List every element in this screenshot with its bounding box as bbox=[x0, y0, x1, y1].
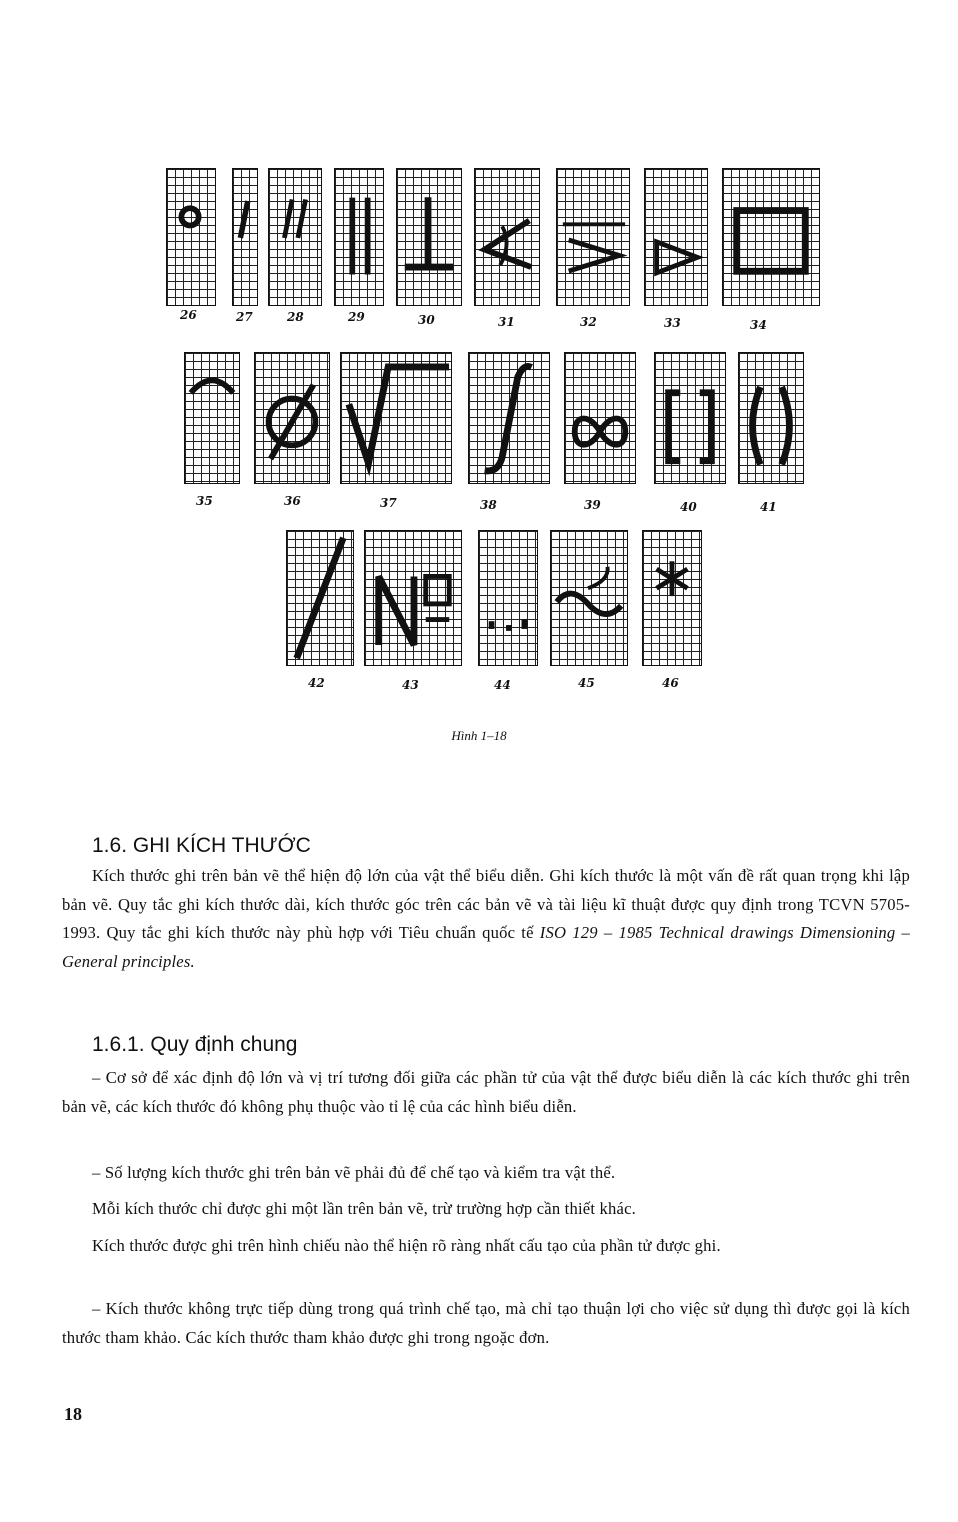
subsection-heading: 1.6.1. Quy định chung bbox=[92, 1033, 298, 1056]
paragraph-2 bbox=[62, 1159, 910, 1188]
symbol-label-44: 44 bbox=[494, 678, 511, 692]
symbol-label-46: 46 bbox=[662, 676, 679, 690]
iso-reference: ISO 129 – 1985 Technical drawings Dimensioning – General principles. bbox=[62, 923, 910, 971]
symbol-label-43: 43 bbox=[402, 678, 419, 692]
symbol-26-degree-icon bbox=[166, 168, 216, 306]
symbol-label-36: 36 bbox=[284, 494, 301, 508]
symbol-46-asterisk-icon bbox=[642, 530, 702, 666]
symbol-39-infinity-icon bbox=[564, 352, 636, 484]
symbol-45-tilde-icon bbox=[550, 530, 628, 666]
symbol-29-parallel-icon bbox=[334, 168, 384, 306]
section-paragraph bbox=[62, 862, 910, 976]
page-number: 18 bbox=[64, 1404, 82, 1424]
symbol-37-radical-icon bbox=[340, 352, 452, 484]
symbol-label-42: 42 bbox=[308, 676, 325, 690]
symbol-label-41: 41 bbox=[760, 500, 777, 514]
symbol-label-29: 29 bbox=[348, 310, 365, 324]
symbol-41-parentheses-icon bbox=[738, 352, 804, 484]
symbol-label-31: 31 bbox=[498, 315, 515, 329]
symbol-36-diameter-icon bbox=[254, 352, 330, 484]
figure-caption: Hình 1–18 bbox=[451, 728, 507, 743]
symbol-44-dots-icon bbox=[478, 530, 538, 666]
symbol-42-slash-icon bbox=[286, 530, 354, 666]
paragraph-1-text: – Cơ sở để xác định độ lớn và vị trí tương đối giữa các phần tử của vật thể được biểu diễn là các kích thước ghi trên bản vẽ, các kích thước đó không phụ thuộc vào tỉ lệ của các hình biểu diễn. bbox=[62, 1068, 910, 1116]
symbol-label-30: 30 bbox=[418, 313, 435, 327]
paragraph-5-text: – Kích thước không trực tiếp dùng trong quá trình chế tạo, mà chỉ tạo thuận lợi cho việc sử dụng thì được gọi là kích thước tham khảo. Các kích thước tham khảo được ghi trong ngoặc đơn. bbox=[62, 1299, 910, 1347]
symbol-label-35: 35 bbox=[196, 494, 213, 508]
symbol-34-square-icon bbox=[722, 168, 820, 306]
paragraph-3 bbox=[62, 1195, 910, 1224]
symbol-35-arc-icon bbox=[184, 352, 240, 484]
paragraph-4-text: Kích thước được ghi trên hình chiếu nào thể hiện rõ ràng nhất cấu tạo của phần tử được ghi. bbox=[92, 1236, 721, 1255]
section-paragraph-text: Kích thước ghi trên bản vẽ thể hiện độ lớn của vật thể biểu diễn. Ghi kích thước là một vấn đề rất quan trọng khi lập bản vẽ. Quy tắc ghi kích thước dài, kích thước góc trên các bản vẽ và tài liệu kĩ thuật được quy định trong TCVN 5705-1993. Quy tắc ghi kích thước này phù hợp với Tiêu chuẩn quốc tế bbox=[62, 866, 910, 942]
symbol-43-numero-icon bbox=[364, 530, 462, 666]
paragraph-5 bbox=[62, 1295, 910, 1352]
symbol-label-38: 38 bbox=[480, 498, 497, 512]
symbol-38-integral-icon bbox=[468, 352, 550, 484]
symbol-label-34: 34 bbox=[750, 318, 767, 332]
symbol-28-double-slash-icon bbox=[268, 168, 322, 306]
symbol-33-triangle-icon bbox=[644, 168, 708, 306]
symbol-label-27: 27 bbox=[236, 310, 253, 324]
symbol-label-28: 28 bbox=[287, 310, 304, 324]
paragraph-2-text: – Số lượng kích thước ghi trên bản vẽ phải đủ để chế tạo và kiểm tra vật thể. bbox=[92, 1163, 616, 1182]
symbol-32-taper-icon bbox=[556, 168, 630, 306]
symbol-label-45: 45 bbox=[578, 676, 595, 690]
symbol-label-26: 26 bbox=[180, 308, 197, 322]
symbol-40-brackets-icon bbox=[654, 352, 726, 484]
paragraph-3-text: Mỗi kích thước chỉ được ghi một lần trên bản vẽ, trừ trường hợp cần thiết khác. bbox=[92, 1199, 636, 1218]
symbol-label-32: 32 bbox=[580, 315, 597, 329]
paragraph-4 bbox=[62, 1232, 910, 1261]
paragraph-1 bbox=[62, 1064, 910, 1121]
symbol-label-39: 39 bbox=[584, 498, 601, 512]
symbol-27-slash-icon bbox=[232, 168, 258, 306]
symbol-label-33: 33 bbox=[664, 316, 681, 330]
section-heading: 1.6. GHI KÍCH THƯỚC bbox=[92, 834, 311, 857]
symbol-31-angle-icon bbox=[474, 168, 540, 306]
symbol-label-40: 40 bbox=[680, 500, 697, 514]
symbol-30-perpendicular-icon bbox=[396, 168, 462, 306]
symbol-label-37: 37 bbox=[380, 496, 397, 510]
